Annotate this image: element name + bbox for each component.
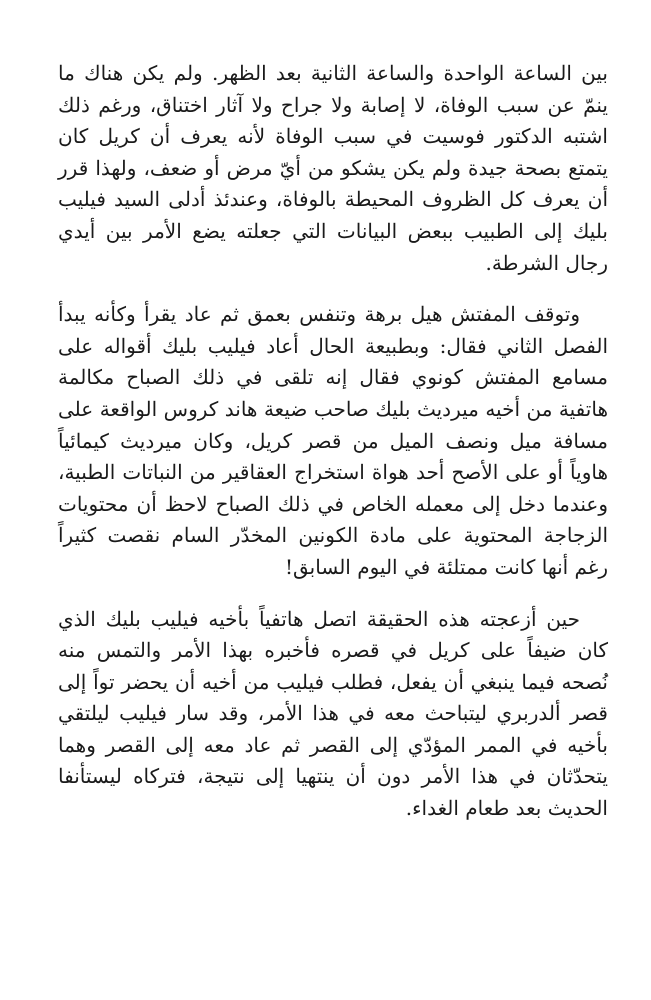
- paragraph-1: بين الساعة الواحدة والساعة الثانية بعد الظهر. ولم يكن هناك ما ينمّ عن سبب الوفاة، لا إصابة ولا جراح ولا آثار اختناق، ورغم ذلك اشتبه الدكتور فوسيت في سبب الوفاة لأنه يعرف أن كريل كان يتمتع بصحة جيدة ولم يكن يشكو من أيّ مرض أو ضعف، ولهذا قرر أن يعرف كل الظروف المحيطة بالوفاة، وعندئذ أدلى السيد فيليب بليك إلى الطبيب ببعض البيانات التي جعلته يضع الأمر بين أيدي رجال الشرطة.: [58, 61, 608, 275]
- document-page: [58, 58, 608, 825]
- paragraph-3: حين أزعجته هذه الحقيقة اتصل هاتفياً بأخيه فيليب بليك الذي كان ضيفاً على كريل في قصره فأخبره بهذا الأمر والتمس منه نُصحه فيما ينبغي أن يفعل، فطلب فيليب من أخيه أن يحضر تواً إلى قصر ألدربري ليتباحث معه في هذا الأمر، وقد سار فيليب ليلتقي بأخيه في الممر المؤدّي إلى القصر ثم عاد معه إلى القصر وهما يتحدّثان في هذا الأمر دون أن ينتهيا إلى نتيجة، فتركاه ليستأنفا الحديث بعد طعام الغداء.: [58, 606, 608, 821]
- paragraph-2: وتوقف المفتش هيل برهة وتنفس بعمق ثم عاد يقرأ وكأنه يبدأ الفصل الثاني فقال: وبطبيعة الحال أعاد فيليب بليك أقواله على مسامع المفتش كونوي فقال إنه تلقى في ذلك الصباح مكالمة هاتفية من أخيه ميرديث بليك صاحب ضيعة هاند كروس الواقعة على مسافة ميل ونصف الميل من قصر كريل، وكان ميرديث كيمائياً هاوياً أو على الأصح أحد هواة استخراج العقاقير من النباتات الطبية، وعندما دخل إلى معمله الخاص في ذلك الصباح لاحظ أن محتويات الزجاجة المحتوية على مادة الكونين المخدّر السام نقصت كثيراً رغم أنها كانت ممتلئة في اليوم السابق!: [58, 302, 608, 579]
